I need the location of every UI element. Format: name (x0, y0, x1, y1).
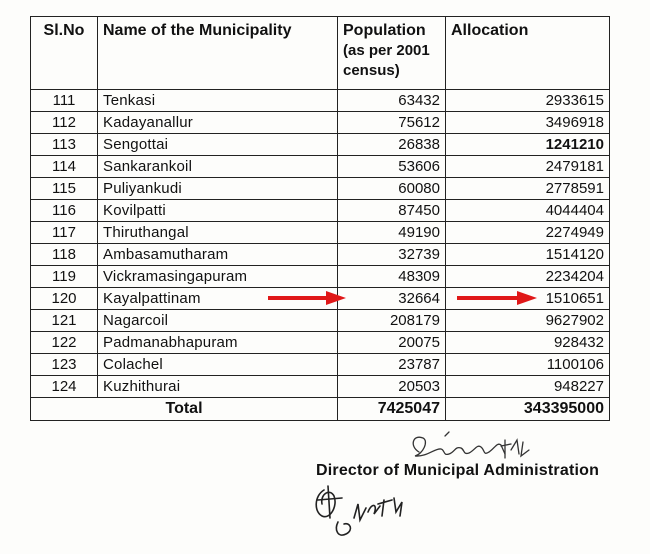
initials-scribble-icon (308, 482, 418, 549)
row-slno: 117 (31, 222, 98, 244)
row-population: 208179 (338, 310, 446, 332)
total-allocation: 343395000 (446, 398, 610, 421)
row-population: 60080 (338, 178, 446, 200)
table-row (31, 310, 610, 332)
row-allocation: 2234204 (446, 266, 610, 288)
row-population: 49190 (338, 222, 446, 244)
row-allocation: 9627902 (446, 310, 610, 332)
row-allocation: 1514120 (446, 244, 610, 266)
row-slno: 114 (31, 156, 98, 178)
row-allocation: 1510651 (446, 288, 610, 310)
row-slno: 123 (31, 354, 98, 376)
row-slno: 118 (31, 244, 98, 266)
table-row (31, 90, 610, 112)
table-row (31, 222, 610, 244)
total-population: 7425047 (338, 398, 446, 421)
row-slno: 122 (31, 332, 98, 354)
row-municipality-name: Kayalpattinam (98, 288, 338, 310)
row-allocation: 2274949 (446, 222, 610, 244)
header-municipality-name: Name of the Municipality (98, 17, 338, 90)
row-allocation: 948227 (446, 376, 610, 398)
header-population-title: Population (343, 22, 426, 39)
total-row (31, 398, 610, 421)
table-header-row (31, 17, 610, 90)
row-municipality-name: Vickramasingapuram (98, 266, 338, 288)
table-row (31, 332, 610, 354)
row-allocation: 4044404 (446, 200, 610, 222)
row-population: 32739 (338, 244, 446, 266)
row-municipality-name: Colachel (98, 354, 338, 376)
header-slno: Sl.No (31, 17, 98, 90)
header-population-sub1: (as per 2001 (343, 42, 430, 59)
table-row (31, 178, 610, 200)
row-slno: 112 (31, 112, 98, 134)
row-population: 53606 (338, 156, 446, 178)
row-allocation: 928432 (446, 332, 610, 354)
row-slno: 111 (31, 90, 98, 112)
red-arrow-icon (268, 291, 346, 303)
row-slno: 121 (31, 310, 98, 332)
red-arrow-icon (457, 291, 537, 303)
row-municipality-name: Sankarankoil (98, 156, 338, 178)
row-municipality-name: Kovilpatti (98, 200, 338, 222)
row-population: 75612 (338, 112, 446, 134)
row-population: 63432 (338, 90, 446, 112)
table-row (31, 156, 610, 178)
row-slno: 115 (31, 178, 98, 200)
table-row (31, 244, 610, 266)
row-municipality-name: Ambasamutharam (98, 244, 338, 266)
row-population: 23787 (338, 354, 446, 376)
signatory-title: Director of Municipal Administration (316, 462, 600, 479)
row-slno: 113 (31, 134, 98, 156)
row-population: 20075 (338, 332, 446, 354)
header-population (338, 17, 446, 90)
row-allocation: 2778591 (446, 178, 610, 200)
row-municipality-name: Thiruthangal (98, 222, 338, 244)
table-row (31, 354, 610, 376)
row-slno: 124 (31, 376, 98, 398)
table-row (31, 376, 610, 398)
row-population: 87450 (338, 200, 446, 222)
row-municipality-name: Puliyankudi (98, 178, 338, 200)
row-municipality-name: Tenkasi (98, 90, 338, 112)
table-row (31, 134, 610, 156)
row-slno: 120 (31, 288, 98, 310)
row-municipality-name: Padmanabhapuram (98, 332, 338, 354)
table-row (31, 266, 610, 288)
row-slno: 116 (31, 200, 98, 222)
row-allocation: 3496918 (446, 112, 610, 134)
row-municipality-name: Kadayanallur (98, 112, 338, 134)
allocation-table (30, 16, 610, 421)
row-population: 32664 (338, 288, 446, 310)
total-label: Total (31, 398, 338, 421)
header-allocation: Allocation (446, 17, 610, 90)
row-allocation: 2479181 (446, 156, 610, 178)
row-allocation: 2933615 (446, 90, 610, 112)
row-population: 26838 (338, 134, 446, 156)
row-allocation: 1241210 (446, 134, 610, 156)
header-population-sub2: census) (343, 62, 400, 79)
row-municipality-name: Nagarcoil (98, 310, 338, 332)
table-row (31, 200, 610, 222)
row-municipality-name: Kuzhithurai (98, 376, 338, 398)
row-slno: 119 (31, 266, 98, 288)
row-municipality-name: Sengottai (98, 134, 338, 156)
row-population: 48309 (338, 266, 446, 288)
row-population: 20503 (338, 376, 446, 398)
row-allocation: 1100106 (446, 354, 610, 376)
table-row (31, 112, 610, 134)
